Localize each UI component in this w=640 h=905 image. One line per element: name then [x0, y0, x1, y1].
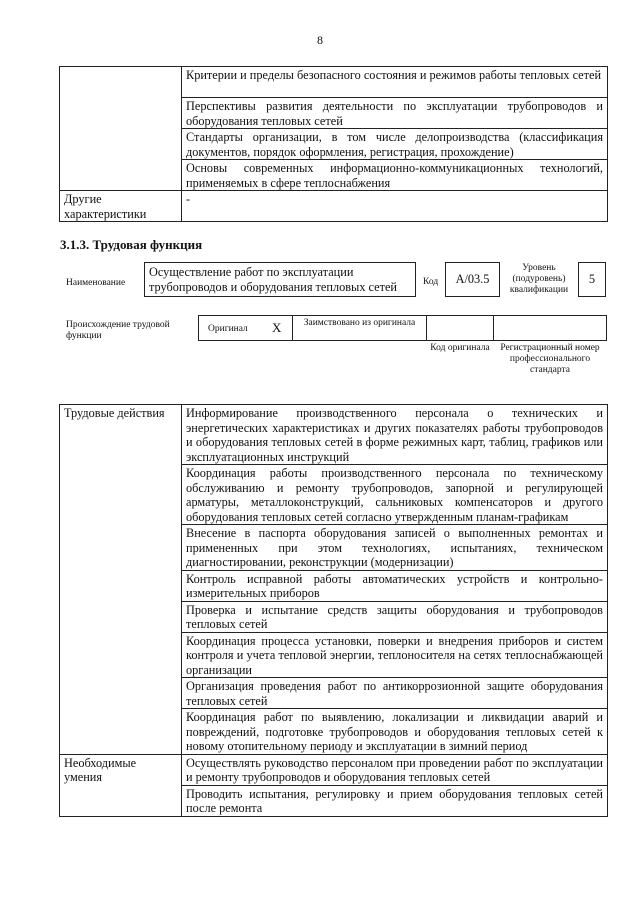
row-label	[60, 67, 182, 191]
code-label: Код	[423, 277, 439, 287]
table-cell: Внесение в паспорта оборудования записей о выполненных ремонтах и примененных при этом технологиях, испытаниях, техническом диагностировании, реконструкции (модернизации)	[182, 525, 608, 571]
table-row	[60, 67, 608, 98]
knowledge-table	[59, 66, 608, 222]
level-value: 5	[578, 262, 606, 297]
row-label: Необходимые умения	[60, 754, 182, 816]
level-label: Уровень (подуровень) квалификации	[509, 263, 569, 295]
row-label: Другие характеристики	[60, 191, 182, 222]
function-name: Осуществление работ по эксплуатации трубопроводов и оборудования тепловых сетей	[144, 262, 416, 297]
table-cell: Информирование производственного персонала о технических и энергетических характеристиках и других показателях работы трубопроводов и оборудования тепловых сетей в форме режимных карт, таблиц, графиков или эксплуатационных инструкций	[182, 405, 608, 465]
page-number: 8	[317, 33, 323, 47]
section-title: 3.1.3. Трудовая функция	[60, 237, 203, 252]
table-row	[60, 405, 608, 465]
original-mark: X	[272, 320, 282, 335]
original-code-box	[426, 315, 494, 341]
labor-function-table	[59, 404, 608, 817]
borrowed-label: Заимствовано из оригинала	[292, 315, 427, 341]
code-caption: Код оригинала	[430, 343, 490, 353]
table-cell: -	[182, 191, 608, 222]
registration-caption: Регистрационный номер профессионального стандарта	[500, 343, 600, 375]
table-row	[60, 191, 608, 222]
table-cell: Координация работы производственного персонала по техническому обслуживанию и ремонту трубопроводов, запорной и регулирующей арматуры, металлоконструкций, сальниковых компенсаторов и другого оборудования тепловых сетей согласно утвержденным планам-графикам	[182, 465, 608, 525]
table-cell: Контроль исправной работы автоматических устройств и контрольно-измерительных приборов	[182, 570, 608, 601]
table-cell: Осуществлять руководство персоналом при проведении работ по эксплуатации и ремонту трубопроводов и оборудования тепловых сетей	[182, 754, 608, 785]
table-cell: Перспективы развития деятельности по эксплуатации трубопроводов и оборудования тепловых сетей	[182, 98, 608, 129]
table-cell: Координация работ по выявлению, локализации и ликвидации аварий и повреждений, подготовке трубопроводов и оборудования тепловых сетей к новому отопительному периоду и эксплуатации в зимний период	[182, 709, 608, 755]
table-cell: Организация проведения работ по антикоррозионной защите оборудования тепловых сетей	[182, 678, 608, 709]
original-label: Оригинал	[208, 324, 248, 334]
table-cell: Проводить испытания, регулировку и прием оборудования тепловых сетей после ремонта	[182, 785, 608, 816]
table-cell: Координация процесса установки, поверки и внедрения приборов и систем контроля и учета тепловой энергии, теплоносителя на сетях теплоснабжающей организации	[182, 632, 608, 678]
row-label: Трудовые действия	[60, 405, 182, 755]
table-cell: Критерии и пределы безопасного состояния и режимов работы тепловых сетей	[182, 67, 608, 98]
table-cell: Проверка и испытание средств защиты оборудования и трубопроводов тепловых сетей	[182, 601, 608, 632]
code-value: A/03.5	[445, 262, 500, 297]
table-row	[60, 754, 608, 785]
registration-box	[493, 315, 607, 341]
original-cell	[198, 315, 293, 341]
name-label: Наименование	[66, 278, 126, 288]
origin-label: Происхождение трудовой функции	[66, 320, 170, 341]
table-cell: Стандарты организации, в том числе делопроизводства (классификация документов, порядок оформления, регистрация, прохождение)	[182, 129, 608, 160]
table-cell: Основы современных информационно-коммуникационных технологий, применяемых в сфере теплоснабжения	[182, 160, 608, 191]
